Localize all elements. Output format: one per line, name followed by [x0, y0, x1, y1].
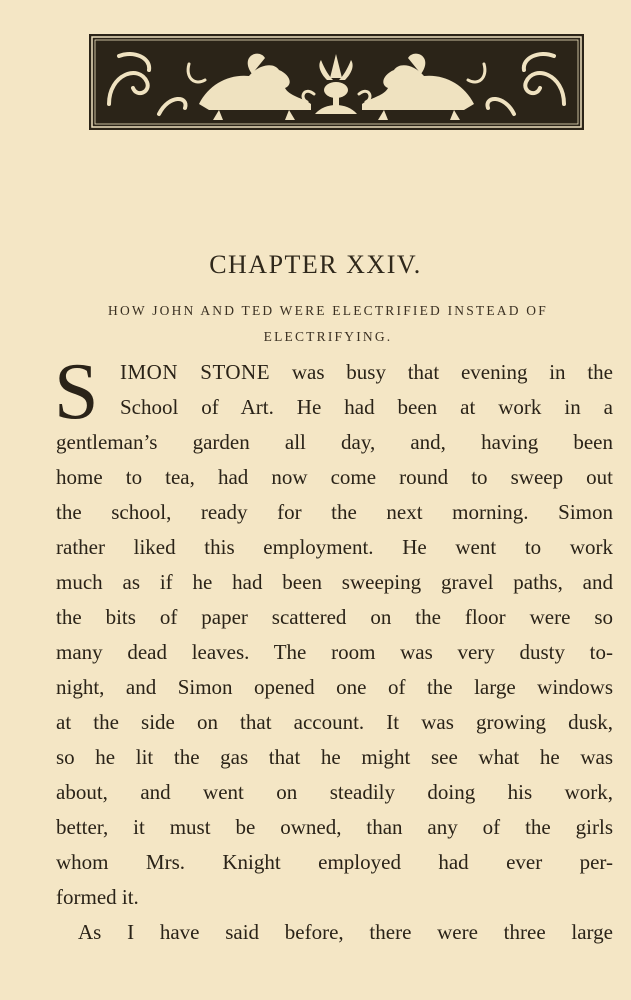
text-line-6: rather liked this employment. He went to work	[56, 535, 613, 559]
line-1-small-caps: IMON STONE	[120, 360, 271, 384]
text-line-15: whom Mrs. Knight employed had ever per-	[56, 850, 613, 874]
drop-cap: S	[54, 348, 99, 436]
text-line-13: about, and went on steadily doing his work,	[56, 780, 613, 804]
text-line-9: many dead leaves. The room was very dusty to-	[56, 640, 613, 664]
text-line-3: gentleman’s garden all day, and, having been	[56, 430, 613, 454]
body-text	[56, 355, 613, 950]
text-line-12: so he lit the gas that he might see what he was	[56, 745, 613, 769]
header-ornament-icon	[89, 34, 584, 130]
text-line-2: School of Art. He had been at work in a	[120, 395, 613, 419]
text-line-7: much as if he had been sweeping gravel paths, and	[56, 570, 613, 594]
text-line-14: better, it must be owned, than any of the girls	[56, 815, 613, 839]
text-line-1	[56, 355, 613, 390]
chapter-subtitle-line-1: HOW JOHN AND TED WERE ELECTRIFIED INSTEAD OF	[108, 303, 548, 318]
chapter-subtitle	[48, 298, 608, 350]
chapter-title: CHAPTER XXIV.	[209, 250, 422, 279]
text-line-10: night, and Simon opened one of the large windows	[56, 675, 613, 699]
text-line-11: at the side on that account. It was growing dusk,	[56, 710, 613, 734]
text-line-17: As I have said before, there were three large	[78, 920, 613, 944]
chapter-subtitle-line-2: ELECTRIFYING.	[263, 329, 393, 344]
text-line-8: the bits of paper scattered on the floor were so	[56, 605, 613, 629]
text-line-16: formed it.	[56, 885, 139, 909]
line-1-rest: was busy that evening in the	[270, 360, 613, 384]
text-line-4: home to tea, had now come round to sweep out	[56, 465, 613, 489]
text-line-5: the school, ready for the next morning. Simon	[56, 500, 613, 524]
